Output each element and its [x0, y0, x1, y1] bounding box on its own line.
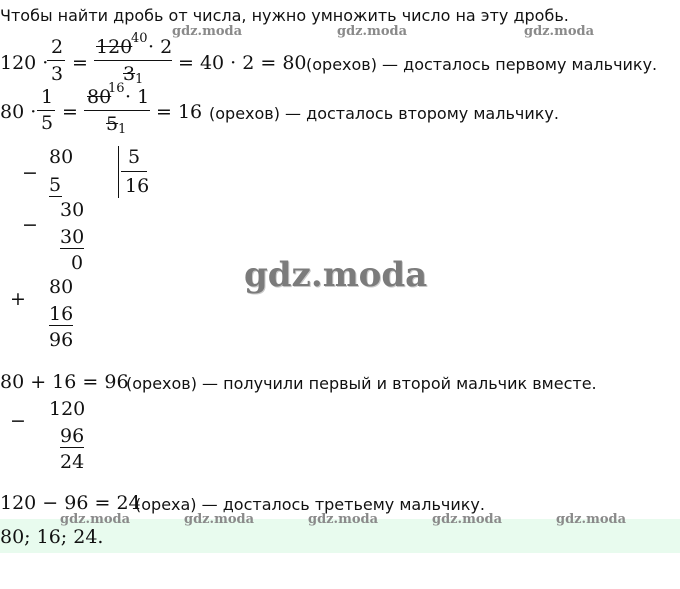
line3-text: (орехов) — получили первый и второй мальчик вместе.	[126, 374, 597, 393]
watermark: gdz.moda	[524, 24, 595, 39]
division-divisor-bar	[121, 171, 147, 172]
subtraction-minus: −	[10, 410, 26, 432]
line2-text: (орехов) — досталось второму мальчику.	[209, 104, 559, 123]
watermark: gdz.moda	[172, 24, 243, 39]
subtraction-underline	[60, 447, 84, 448]
line1-big-frac-bar	[94, 60, 172, 61]
line1-eq: =	[72, 52, 88, 74]
division-remainder-2: 0	[71, 252, 84, 274]
line1-frac-bar	[47, 60, 65, 61]
division-subtrahend: 5	[49, 174, 62, 196]
line2-big-num-a: 80	[87, 86, 112, 108]
subtraction-a: 120	[49, 398, 86, 420]
line2-big-num-b: · 1	[125, 86, 150, 108]
line2-big-frac-bar	[84, 110, 150, 111]
watermark: gdz.moda	[556, 512, 627, 527]
division-vertical-bar	[118, 146, 119, 198]
watermark: gdz.moda	[184, 512, 255, 527]
answer-text: 80; 16; 24.	[0, 526, 104, 548]
line2-big-den-sub: 1	[118, 122, 127, 137]
line2-big-num-a-sup: 16	[108, 81, 125, 96]
line2-frac-num: 1	[41, 86, 54, 108]
watermark: gdz.moda	[60, 512, 131, 527]
line1-frac-num: 2	[51, 36, 64, 58]
line3-expr: 80 + 16 = 96	[0, 371, 129, 393]
division-underline	[49, 196, 62, 197]
line1-big-den-sub: 1	[135, 72, 144, 87]
line1-big-num-a: 120	[96, 36, 133, 58]
addition-b: 16	[49, 303, 74, 325]
line2-frac-bar	[37, 110, 55, 111]
line1-rhs: = 40 · 2 = 80	[178, 52, 307, 74]
line2-big-den: 5	[106, 113, 119, 135]
addition-sum: 96	[49, 329, 74, 351]
line1-big-num-b: · 2	[148, 36, 173, 58]
division-subtrahend-2: 30	[60, 226, 85, 248]
line1-frac-den: 3	[51, 63, 64, 85]
line1-lhs: 120 ·	[0, 52, 49, 74]
subtraction-b: 96	[60, 425, 85, 447]
watermark: gdz.moda	[432, 512, 503, 527]
watermark: gdz.moda	[337, 24, 408, 39]
line1-big-num-a-sup: 40	[131, 31, 148, 46]
line1-text: (орехов) — досталось первому мальчику.	[306, 55, 658, 74]
division-minus-2: −	[22, 214, 38, 236]
watermark: gdz.moda	[308, 512, 379, 527]
rule-text: Чтобы найти дробь от числа, нужно умножить число на эту дробь.	[0, 6, 569, 25]
division-remainder-1: 30	[60, 199, 85, 221]
line2-rhs: = 16	[156, 101, 203, 123]
line2-frac-den: 5	[41, 112, 54, 134]
division-dividend: 80	[49, 146, 74, 168]
watermark-large: gdz.moda	[244, 255, 428, 295]
line2-lhs: 80 ·	[0, 101, 37, 123]
addition-underline	[49, 325, 73, 326]
line2-eq: =	[62, 101, 78, 123]
division-divisor: 5	[128, 146, 141, 168]
line4-text: (ореха) — досталось третьему мальчику.	[135, 495, 485, 514]
division-underline-2	[60, 248, 84, 249]
line1-big-den: 3	[123, 63, 136, 85]
line4-expr: 120 − 96 = 24	[0, 492, 141, 514]
division-minus: −	[22, 162, 38, 184]
addition-a: 80	[49, 276, 74, 298]
addition-plus: +	[10, 288, 26, 310]
subtraction-diff: 24	[60, 451, 85, 473]
division-quotient: 16	[125, 175, 150, 197]
